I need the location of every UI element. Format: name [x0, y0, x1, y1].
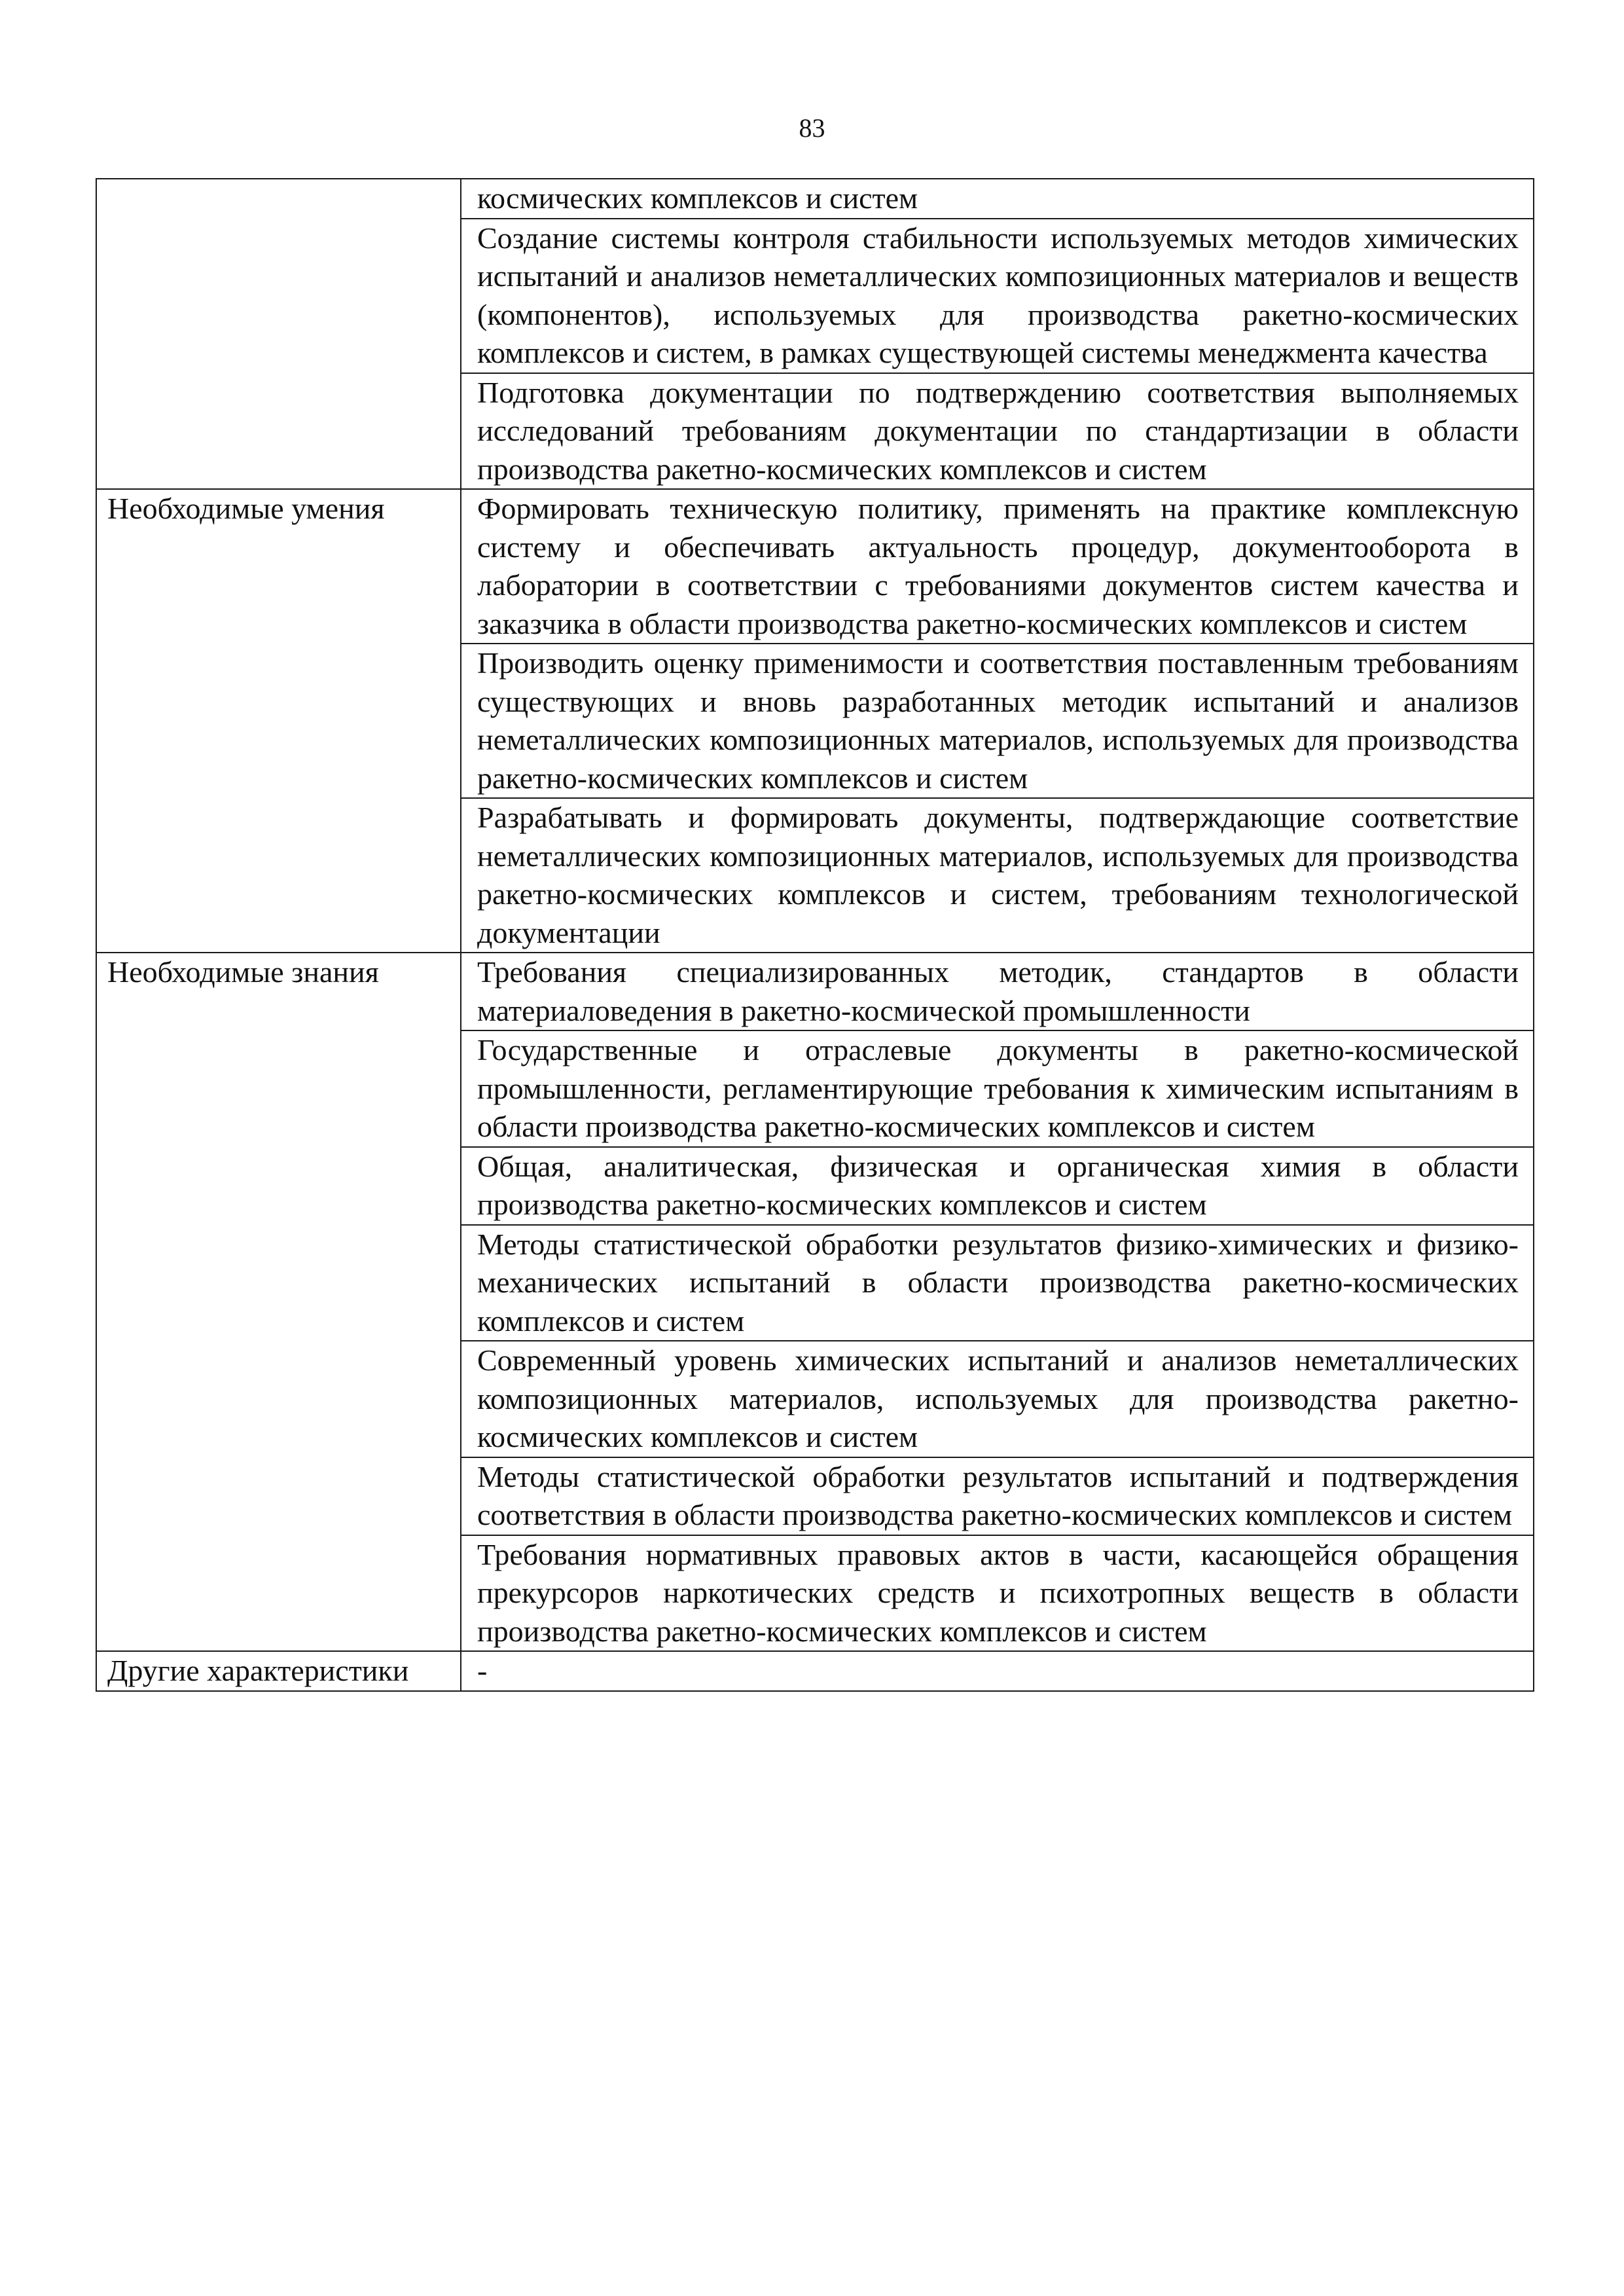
table-cell: Требования специализированных методик, стандартов в области материаловедения в ракетно-космической промышленности — [461, 953, 1534, 1030]
row-label — [96, 179, 461, 489]
table-row — [96, 953, 1534, 1030]
table-cell: Современный уровень химических испытаний и анализов неметаллических композиционных материалов, используемых для производства ракетно-космических комплексов и систем — [461, 1341, 1534, 1457]
table-cell: Создание системы контроля стабильности используемых методов химических испытаний и анализов неметаллических композиционных материалов и веществ (компонентов), используемых для производства ракетно-космических комплексов и систем, в рамках существующей системы менеджмента качества — [461, 219, 1534, 373]
table-cell: Общая, аналитическая, физическая и органическая химия в области производства ракетно-космических комплексов и систем — [461, 1147, 1534, 1225]
table-cell: Формировать техническую политику, применять на практике комплексную систему и обеспечивать актуальность процедур, документооборота в лаборатории в соответствии с требованиями документов систем качества и заказчика в области производства ракетно-космических комплексов и систем — [461, 489, 1534, 644]
page-number: 83 — [799, 113, 825, 143]
table-cell: Требования нормативных правовых актов в части, касающейся обращения прекурсоров наркотических средств и психотропных веществ в области производства ракетно-космических комплексов и систем — [461, 1535, 1534, 1652]
row-label-knowledge: Необходимые знания — [96, 953, 461, 1651]
table-cell: Методы статистической обработки результатов физико-химических и физико-механических испытаний в области производства ракетно-космических комплексов и систем — [461, 1225, 1534, 1341]
row-label-skills: Необходимые умения — [96, 489, 461, 953]
table-row — [96, 489, 1534, 644]
table-cell: - — [461, 1651, 1534, 1691]
table-row — [96, 179, 1534, 219]
table-row — [96, 1651, 1534, 1691]
table-cell: Разрабатывать и формировать документы, подтверждающие соответствие неметаллических композиционных материалов, используемых для производства ракетно-космических комплексов и систем, требованиям технологической документации — [461, 798, 1534, 953]
table-cell: Подготовка документации по подтверждению соответствия выполняемых исследований требованиям документации по стандартизации в области производства ракетно-космических комплексов и систем — [461, 373, 1534, 490]
table-cell: Государственные и отраслевые документы в ракетно-космической промышленности, регламентирующие требования к химическим испытаниям в области производства ракетно-космических комплексов и систем — [461, 1030, 1534, 1147]
table-cell: Производить оценку применимости и соответствия поставленным требованиям существующих и вновь разработанных методик испытаний и анализов неметаллических композиционных материалов, используемых для производства ракетно-космических комплексов и систем — [461, 644, 1534, 798]
requirements-table — [96, 178, 1534, 1692]
table-cell: космических комплексов и систем — [461, 179, 1534, 219]
row-label-other: Другие характеристики — [96, 1651, 461, 1691]
table-cell: Методы статистической обработки результатов испытаний и подтверждения соответствия в области производства ракетно-космических комплексов и систем — [461, 1457, 1534, 1535]
